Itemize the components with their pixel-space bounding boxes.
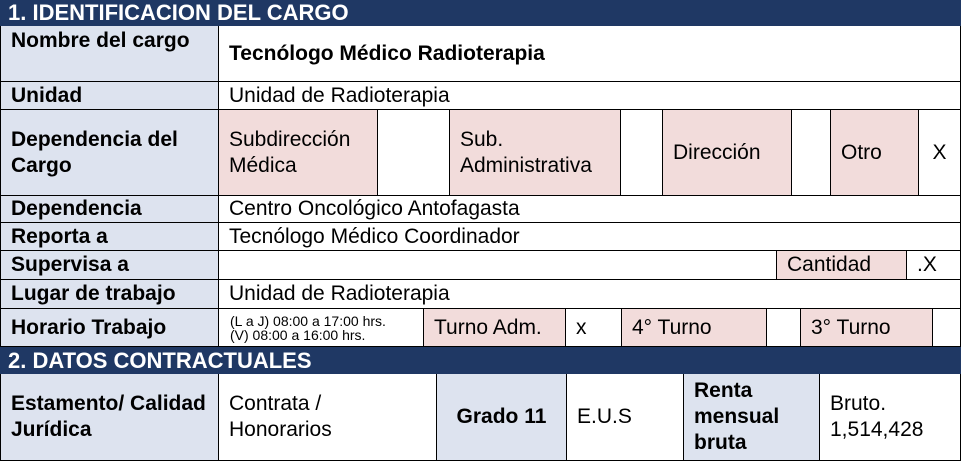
renta-label: Renta mensual bruta <box>684 374 820 460</box>
horario-line-2: (V) 08:00 a 16:00 hrs. <box>230 326 366 343</box>
dependencia-label: Dependencia <box>0 196 219 222</box>
estamento-label: Estamento/ Calidad Jurídica <box>0 374 219 460</box>
turno-adm: Turno Adm. <box>424 309 566 346</box>
row-lugar <box>0 280 961 309</box>
row-unidad <box>0 82 961 110</box>
dependencia-value: Centro Oncológico Antofagasta <box>219 196 961 222</box>
row-estamento <box>0 374 961 461</box>
option-subdireccion-mark <box>378 110 450 195</box>
option-subadmin: Sub. Administrativa <box>450 110 621 195</box>
turno-adm-mark: x <box>566 309 622 346</box>
row-horario <box>0 309 961 347</box>
horario-line-1: (L a J) 08:00 a 17:00 hrs. <box>230 312 386 329</box>
row-reporta <box>0 223 961 251</box>
option-otro: Otro <box>831 110 919 195</box>
lugar-value: Unidad de Radioterapia <box>219 280 961 308</box>
eus-value: E.U.S <box>567 374 684 460</box>
tercer-turno: 3° Turno <box>801 309 933 346</box>
horario-value <box>219 309 424 346</box>
supervisa-label: Supervisa a <box>0 251 219 279</box>
row-supervisa <box>0 251 961 280</box>
nombre-label: Nombre del cargo <box>0 26 219 81</box>
reporta-label: Reporta a <box>0 223 219 250</box>
cantidad-value: .X <box>907 251 961 279</box>
grado-value: Grado 11 <box>437 374 567 460</box>
section-2-title: 2. DATOS CONTRACTUALES <box>8 347 312 373</box>
cantidad-label: Cantidad <box>777 251 907 279</box>
dependencia-cargo-label: Dependencia del Cargo <box>0 110 219 195</box>
section-2-header <box>0 347 961 374</box>
option-direccion-mark <box>792 110 831 195</box>
supervisa-value <box>219 251 777 279</box>
row-dependencia-cargo <box>0 110 961 196</box>
option-subadmin-mark <box>621 110 663 195</box>
row-nombre-cargo <box>0 26 961 82</box>
section-1-title: 1. IDENTIFICACION DEL CARGO <box>8 0 349 25</box>
horario-label: Horario Trabajo <box>0 309 219 346</box>
unidad-label: Unidad <box>0 82 219 109</box>
estamento-value: Contrata / Honorarios <box>219 374 437 460</box>
unidad-value: Unidad de Radioterapia <box>219 82 961 109</box>
section-1-header <box>0 0 961 26</box>
nombre-value: Tecnólogo Médico Radioterapia <box>219 26 961 81</box>
cuarto-turno-mark <box>767 309 801 346</box>
reporta-value: Tecnólogo Médico Coordinador <box>219 223 961 250</box>
cuarto-turno: 4° Turno <box>622 309 767 346</box>
tercer-turno-mark <box>933 309 961 346</box>
row-dependencia <box>0 196 961 223</box>
option-direccion: Dirección <box>663 110 792 195</box>
option-otro-mark: X <box>919 110 961 195</box>
lugar-label: Lugar de trabajo <box>0 280 219 308</box>
option-subdireccion: Subdirección Médica <box>219 110 378 195</box>
renta-value: Bruto. 1,514,428 <box>820 374 961 460</box>
